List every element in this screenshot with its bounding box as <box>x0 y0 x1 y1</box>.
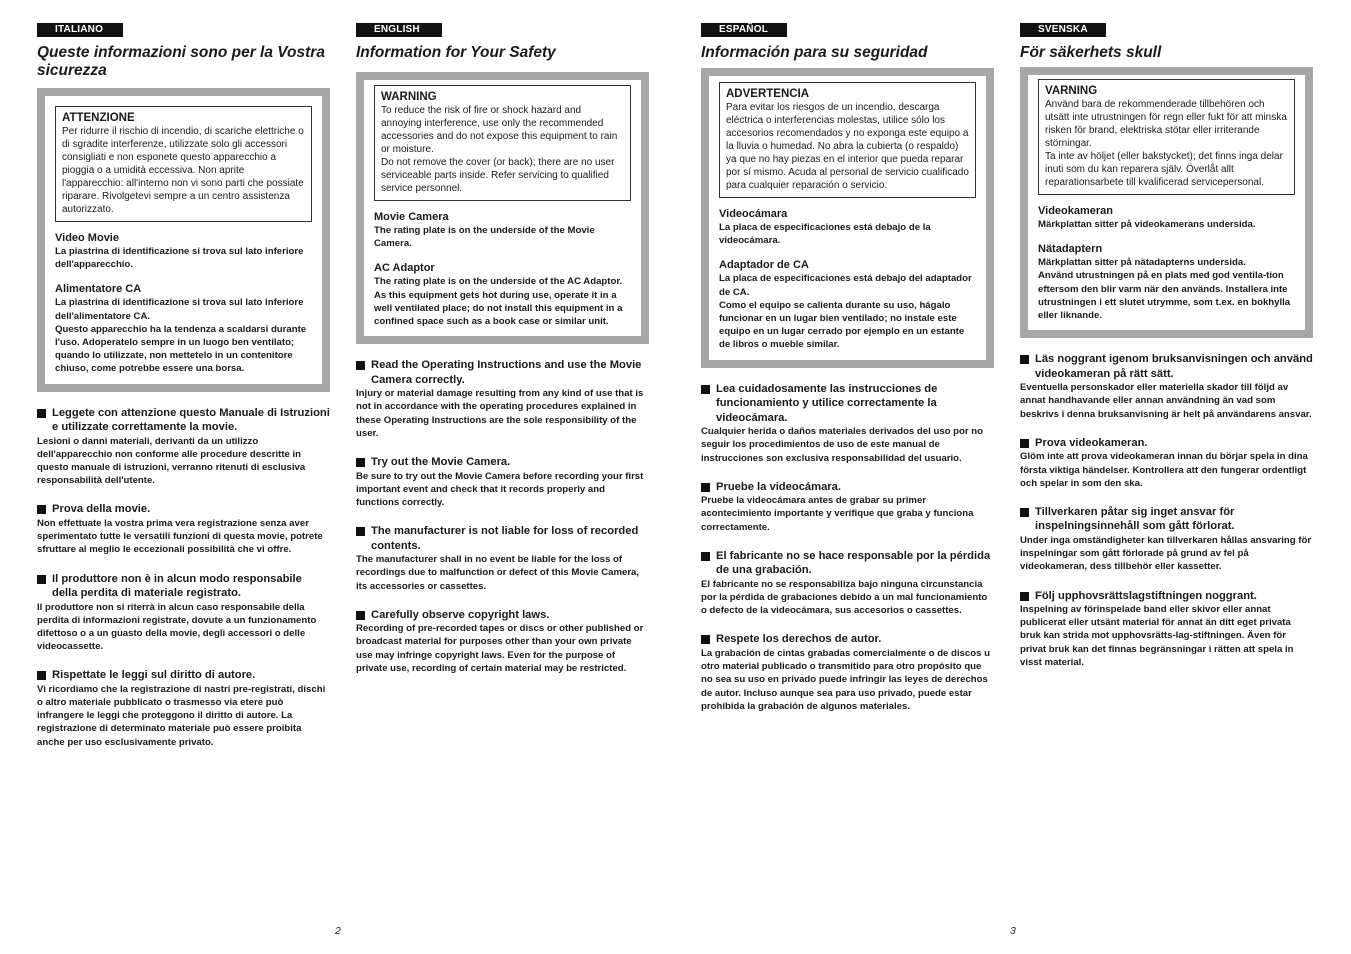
column-espanol <box>701 19 994 728</box>
notice-sections <box>1020 352 1313 669</box>
warning-title: VARNING <box>1045 85 1098 97</box>
square-bullet-icon <box>701 385 710 394</box>
warning-text: Använd bara de rekommenderade tillbehören och utsätt inte utrustningen för regn eller fukt för att minska risken för brand, elektriska stötar eller irriterande störningar. Ta inte av höljet (eller bakstycket); det finns inga delar inuti som du kan reparera själv. Överlåt allt reparationsarbete till kvalificerad servicepersonal. <box>1045 99 1287 188</box>
notice-section <box>1020 505 1313 574</box>
notice-section <box>1020 352 1313 421</box>
subsection-text: The rating plate is on the underside of the Movie Camera. <box>374 225 595 250</box>
notice-section <box>1020 436 1313 490</box>
language-badge: ENGLISH <box>356 23 442 37</box>
warning-text: Per ridurre il rischio di incendio, di scariche elettriche o di sgradite interferenze, utilizzate solo gli accessori consigliati e non esponete questo apparecchio a pioggia o a umidità eccessiva. Non aprite l'apparecchio: all'interno non vi sono parti che possiate riparare. Rivolgetevi sempre a un centro assistenza autorizzato. <box>62 126 304 215</box>
notice-section <box>1020 589 1313 670</box>
warning-title: ATTENZIONE <box>62 112 135 124</box>
column-english <box>356 19 649 690</box>
square-bullet-icon <box>1020 592 1029 601</box>
notice-text: Injury or material damage resulting from any kind of use that is not in accordance with the operating procedures explained in these Operating Instructions are the sole responsibility of the user. <box>356 388 644 439</box>
warning-box <box>719 82 976 198</box>
notice-text: Non effettuate la vostra prima vera registrazione senza aver sperimentato tutte le versatili funzioni di questa movie, potrete sfruttare al meglio le eccezionali possibilità che vi offre. <box>37 517 323 556</box>
column-svenska <box>1020 19 1313 684</box>
language-badge: ITALIANO <box>37 23 123 37</box>
subsection-heading: Nätadaptern <box>1038 243 1103 256</box>
square-bullet-icon <box>356 611 365 620</box>
square-bullet-icon <box>356 458 365 467</box>
notice-section <box>37 572 330 654</box>
safety-box <box>356 72 649 344</box>
notice-text: Be sure to try out the Movie Camera before recording your first important event and check that it records properly and functions correctly. <box>356 470 644 508</box>
square-bullet-icon <box>701 552 710 561</box>
warning-title: ADVERTENCIA <box>726 88 810 100</box>
notice-section <box>701 382 994 465</box>
subsection-text: La piastrina di identificazione si trova sul lato inferiore dell'apparecchio. <box>55 246 304 271</box>
notice-text: La grabación de cintas grabadas comercialmente o de discos u otro material publicado o transmitido para otro propósito que no sea su uso en privado puede infringir las leyes de derechos de autor. Incluso aunque sea para uso privado, puede estar prohibida la grabación de algunos materiales. <box>701 647 990 712</box>
notice-text: Pruebe la videocámara antes de grabar su primer acontecimiento importante y verifique que graba y funciona correctamente. <box>701 495 974 533</box>
subsection-text: La placa de especificaciones está debajo del adaptador de CA. Como el equipo se calienta durante su uso, hágalo funcionar en un lugar bien ventilado; no instale este equipo en un lugar cerrado por ejemplo en un estante de libros o mueble similar. <box>719 273 972 351</box>
notice-section <box>356 608 649 675</box>
notice-sections <box>356 358 649 675</box>
notice-heading: Carefully observe copyright laws. <box>356 608 649 623</box>
safety-box <box>701 68 994 368</box>
square-bullet-icon <box>1020 355 1029 364</box>
subsection-heading: Alimentatore CA <box>55 283 142 296</box>
notice-section <box>37 668 330 749</box>
column-italiano <box>37 19 330 764</box>
notice-section <box>701 480 994 534</box>
notice-section <box>37 502 330 556</box>
warning-box <box>1038 79 1295 195</box>
square-bullet-icon <box>37 671 46 680</box>
warning-text: To reduce the risk of fire or shock hazard and annoying interference, use only the recommended accessories and do not expose this equipment to rain or moisture. Do not remove the cover (or back); there are no user serviceable parts inside. Refer servicing to qualified service personnel. <box>381 105 618 194</box>
section-title: Information for Your Safety <box>356 44 556 61</box>
notice-heading: Pruebe la videocámara. <box>701 480 994 495</box>
warning-box <box>374 85 631 201</box>
notice-heading: Lea cuidadosamente las instrucciones de funcionamiento y utilice correctamente la videocámara. <box>701 382 994 426</box>
notice-heading: Read the Operating Instructions and use the Movie Camera correctly. <box>356 358 649 387</box>
safety-box <box>1020 67 1313 338</box>
square-bullet-icon <box>1020 439 1029 448</box>
notice-heading: Läs noggrant igenom bruksanvisningen och använd videokameran på rätt sätt. <box>1020 352 1313 381</box>
notice-section <box>701 549 994 618</box>
notice-section <box>356 358 649 440</box>
subsection-text: La placa de especificaciones está debajo de la videocámara. <box>719 222 931 247</box>
notice-text: Il produttore non si riterrà in alcun caso responsabile della perdita di informazioni registrate, dovute a un funzionamento difettoso o a un guasto della movie, degli accessori o delle videocassette. <box>37 601 317 653</box>
notice-heading: Leggete con attenzione questo Manuale di Istruzioni e utilizzate correttamente la movie. <box>37 406 330 435</box>
square-bullet-icon <box>37 505 46 514</box>
subsection-heading: Videokameran <box>1038 205 1114 217</box>
notice-text: Inspelning av förinspelade band eller skivor eller annat publicerat eller utsänt material för annat än ditt eget privata bruk kan strida mot upphovsrätts-lag-stiftningen. Även för privat bruk kan det finnas begränsningar i rätten att spela in visst material. <box>1020 604 1294 668</box>
square-bullet-icon <box>37 575 46 584</box>
notice-heading: Prova videokameran. <box>1020 436 1313 451</box>
subsection-text: La piastrina di identificazione si trova sul lato inferiore dell'alimentatore CA. Questo apparecchio ha la tendenza a scaldarsi durante l'uso. Adoperatelo sempre in un luogo ben ventilato; quando lo utilizzate, non mettetelo in un contenitore chiuso, come potrebbe essere una borsa. <box>55 297 307 375</box>
notice-section <box>37 406 330 488</box>
square-bullet-icon <box>1020 508 1029 517</box>
notice-section <box>701 632 994 713</box>
subsection-heading: Video Movie <box>55 232 119 244</box>
safety-box <box>37 88 330 392</box>
notice-heading: The manufacturer is not liable for loss of recorded contents. <box>356 524 649 553</box>
page-number-right: 3 <box>1010 925 1016 937</box>
subsection-heading: Movie Camera <box>374 211 449 223</box>
square-bullet-icon <box>356 361 365 370</box>
subsection-text: Märkplattan sitter på videokamerans undersida. <box>1038 219 1256 230</box>
subsection-heading: Videocámara <box>719 208 788 220</box>
warning-box <box>55 106 312 222</box>
notice-heading: Rispettate le leggi sul diritto di autore. <box>37 668 330 683</box>
square-bullet-icon <box>37 409 46 418</box>
notice-heading: Try out the Movie Camera. <box>356 455 649 470</box>
notice-section <box>356 455 649 509</box>
notice-text: Recording of pre-recorded tapes or discs or other published or broadcast material for purposes other than your own private use may infringe copyright laws. Even for the purpose of private use, recording of certain material may be restricted. <box>356 623 644 674</box>
notice-heading: El fabricante no se hace responsable por la pérdida de una grabación. <box>701 549 994 578</box>
section-title: För säkerhets skull <box>1020 44 1162 61</box>
warning-text: Para evitar los riesgos de un incendio, descarga eléctrica o interferencias molestas, utilice sólo los accesorios recomendados y no exponga este equipo a la lluvia o humedad. No abra la cubierta (o respaldo) ya que no hay piezas en el interior que pueda reparar por sí mismo. Acuda al personal de servicio cualificado para cualquier reparación o servicio. <box>726 102 969 191</box>
notice-text: The manufacturer shall in no event be liable for the loss of recordings due to malfunction or defect of this Movie Camera, its accessories or cassettes. <box>356 554 640 592</box>
square-bullet-icon <box>701 635 710 644</box>
notice-heading: Il produttore non è in alcun modo responsabile della perdita di materiale registrato. <box>37 572 330 601</box>
language-badge: SVENSKA <box>1020 23 1106 37</box>
notice-heading: Prova della movie. <box>37 502 330 517</box>
subsection-heading: Adaptador de CA <box>719 259 809 272</box>
section-title: Información para su seguridad <box>701 44 928 61</box>
subsection-text: Märkplattan sitter på nätadapterns undersida. Använd utrustningen på en plats med god ventila-tion eftersom den blir varm när den används. Installera inte utrustningen i ett slutet utrymme, som t.ex. en bokhylla eller liknande. <box>1038 257 1291 322</box>
notice-text: Glöm inte att prova videokameran innan du börjar spela in dina första viktiga händelser. Kontrollera att den fungerar ordentligt och spelar in som den ska. <box>1020 451 1308 489</box>
notice-section <box>356 524 649 593</box>
notice-sections <box>701 382 994 713</box>
notice-heading: Tillverkaren påtar sig inget ansvar för inspelningsinnehåll som gått förlorat. <box>1020 505 1313 534</box>
notice-sections <box>37 406 330 749</box>
notice-text: Cualquier herida o daños materiales derivados del uso por no seguir los procedimientos de uso de este manual de instrucciones son exclusiva responsabilidad del usuario. <box>701 426 984 464</box>
notice-text: Vi ricordiamo che la registrazione di nastri pre-registrati, dischi o altro materiale pubblicato o trasmesso via etere può infrangere le leggi che proteggono il diritto di autore. La registrazione di determinato materiale può essere proibita anche per uso esclusivamente privato. <box>37 683 326 748</box>
notice-text: Lesioni o danni materiali, derivanti da un utilizzo dell'apparecchio non conforme alle procedure descritte in questo manuale di istruzioni, verranno ritenuti di esclusiva responsabilità dell'utente. <box>37 435 306 487</box>
notice-heading: Respete los derechos de autor. <box>701 632 994 647</box>
language-badge: ESPAÑOL <box>701 23 787 37</box>
page-number-left: 2 <box>335 925 341 937</box>
subsection-heading: AC Adaptor <box>374 262 435 275</box>
warning-title: WARNING <box>381 91 437 103</box>
square-bullet-icon <box>701 483 710 492</box>
notice-text: El fabricante no se responsabiliza bajo ninguna circunstancia por la pérdida de grabaciones debido a un mal funcionamiento o defecto de la videocámara, sus accesorios o cassettes. <box>701 578 988 617</box>
subsection-text: The rating plate is on the underside of the AC Adaptor. As this equipment gets hot during use, operate it in a well ventilated place; do not install this equipment in a confined space such as a book case or similar unit. <box>374 276 623 328</box>
square-bullet-icon <box>356 527 365 536</box>
notice-text: Under inga omständigheter kan tillverkaren hållas ansvaring för inspelningar som gått förlorade på grund av fel på videokameran, dess tillbehör eller kassetter. <box>1020 534 1312 573</box>
section-title: Queste informazioni sono per la Vostra sicurezza <box>37 44 325 79</box>
notice-heading: Följ upphovsrättslagstiftningen noggrant. <box>1020 589 1313 604</box>
notice-text: Eventuella personskador eller materiella skador till följd av annat handhavande eller annan användning än vad som beskrivs i denna bruksanvisning är helt på användarens ansvar. <box>1020 382 1312 420</box>
